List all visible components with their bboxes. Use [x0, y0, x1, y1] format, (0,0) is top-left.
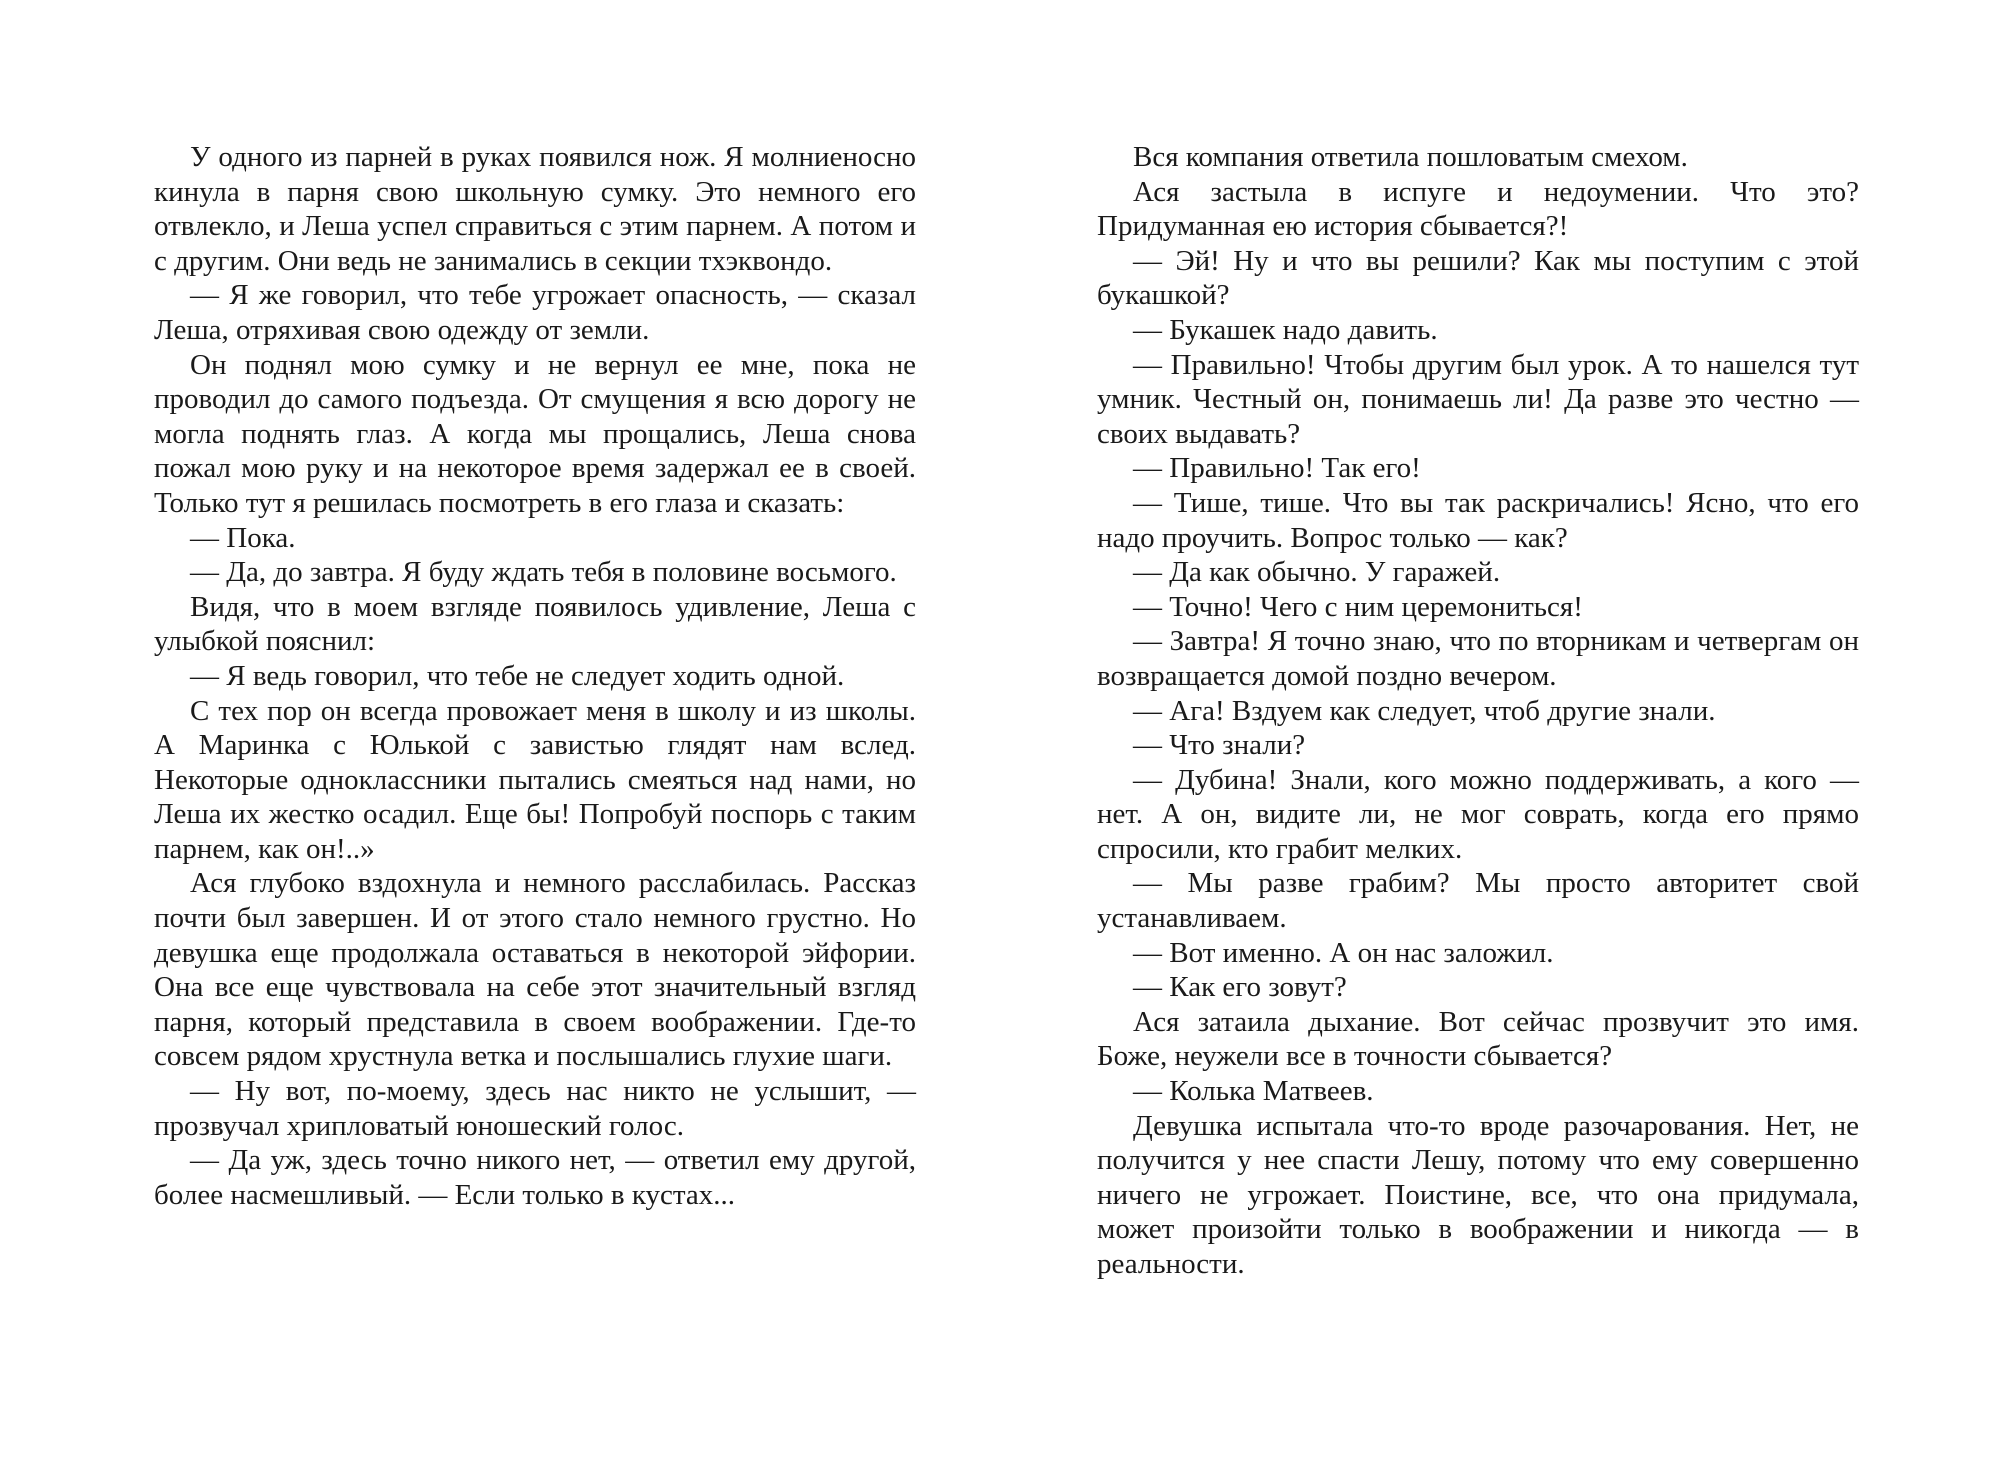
paragraph: — Да, до завтра. Я буду ждать тебя в половине восьмого.: [190, 556, 897, 589]
paragraph: — Ага! Вздуем как следует, чтоб другие знали.: [1133, 694, 1716, 727]
paragraph: — Правильно! Чтобы другим был урок. А то нашелся тут умник. Честный он, понимаешь ли! Да разве это честно — своих выдавать?: [1097, 348, 1859, 450]
paragraph: — Букашек надо давить.: [1133, 313, 1438, 346]
paragraph: — Эй! Ну и что вы решили? Как мы поступим с этой букашкой?: [1097, 244, 1859, 312]
paragraph: — Правильно! Так его!: [1133, 452, 1421, 485]
paragraph: Ася застыла в испуге и недоумении. Что это? Придуманная ею история сбывается?!: [1097, 175, 1859, 243]
paragraph: Девушка испытала что-то вроде разочарования. Нет, не получится у нее спасти Лешу, потому что ему совершенно ничего не угрожает. Поистине, все, что она придумала, может произойти только в воображении и никогда — в реальности.: [1097, 1109, 1859, 1280]
paragraph: — Я ведь говорил, что тебе не следует ходить одной.: [190, 659, 845, 692]
paragraph: — Мы разве грабим? Мы просто авторитет свой устанавливаем.: [1097, 867, 1859, 935]
paragraph: — Тише, тише. Что вы так раскричались! Ясно, что его надо проучить. Вопрос только — как?: [1097, 486, 1859, 554]
paragraph: Вся компания ответила пошловатым смехом.: [1133, 141, 1688, 173]
paragraph: С тех пор он всегда провожает меня в школу и из школы. А Маринка с Юлькой с завистью глядят нам вслед. Некоторые одноклассники пытались смеяться над нами, но Леша их жестко осадил. Еще бы! Попробуй поспорь с таким парнем, как он!..»: [154, 694, 916, 865]
paragraph: Ася затаила дыхание. Вот сейчас прозвучит это имя. Боже, неужели все в точности сбывается?: [1097, 1005, 1859, 1073]
paragraph: — Я же говорил, что тебе угрожает опасность, — сказал Леша, отряхивая свою одежду от земли.: [154, 279, 916, 346]
paragraph: У одного из парней в руках появился нож. Я молниеносно кинула в парня свою школьную сумку. Это немного его отвлекло, и Леша успел справиться с этим парнем. А потом и с другим. Они ведь не занимались в секции тхэквондо.: [154, 141, 916, 277]
paragraph: Ася глубоко вздохнула и немного расслабилась. Рассказ почти был завершен. И от этого стало немного грустно. Но девушка еще продолжала оставаться в некоторой эйфории. Она все еще чувствовала на себе этот значительный взгляд парня, который представила в своем воображении. Где-то совсем рядом хрустнула ветка и послышались глухие шаги.: [154, 867, 916, 1073]
right-page: [1097, 140, 1859, 1282]
paragraph: — Как его зовут?: [1133, 971, 1347, 1004]
paragraph: — Да уж, здесь точно никого нет, — ответил ему другой, более насмешливый. — Если только в кустах...: [154, 1144, 916, 1211]
paragraph: — Дубина! Знали, кого можно поддерживать, а кого — нет. А он, видите ли, не мог соврать, когда его прямо спросили, кто грабит мелких.: [1097, 763, 1859, 865]
left-page: [154, 140, 916, 1212]
paragraph: — Колька Матвеев.: [1133, 1075, 1374, 1108]
paragraph: Он поднял мою сумку и не вернул ее мне, пока не проводил до самого подъезда. От смущения я всю дорогу не могла поднять глаз. А когда мы прощались, Леша снова пожал мою руку и на некоторое время задержал ее в своей. Только тут я решилась посмотреть в его глаза и сказать:: [154, 348, 916, 519]
paragraph: — Что знали?: [1133, 729, 1306, 762]
paragraph: — Завтра! Я точно знаю, что по вторникам и четвергам он возвращается домой поздно вечером.: [1097, 625, 1859, 692]
paragraph: — Точно! Чего с ним церемониться!: [1133, 590, 1583, 623]
paragraph: — Вот именно. А он нас заложил.: [1133, 936, 1554, 969]
paragraph: — Ну вот, по-моему, здесь нас никто не услышит, — прозвучал хрипловатый юношеский голос.: [154, 1075, 916, 1142]
paragraph: — Пока.: [190, 521, 296, 554]
paragraph: — Да как обычно. У гаражей.: [1133, 556, 1501, 589]
paragraph: Видя, что в моем взгляде появилось удивление, Леша с улыбкой пояснил:: [154, 590, 916, 658]
